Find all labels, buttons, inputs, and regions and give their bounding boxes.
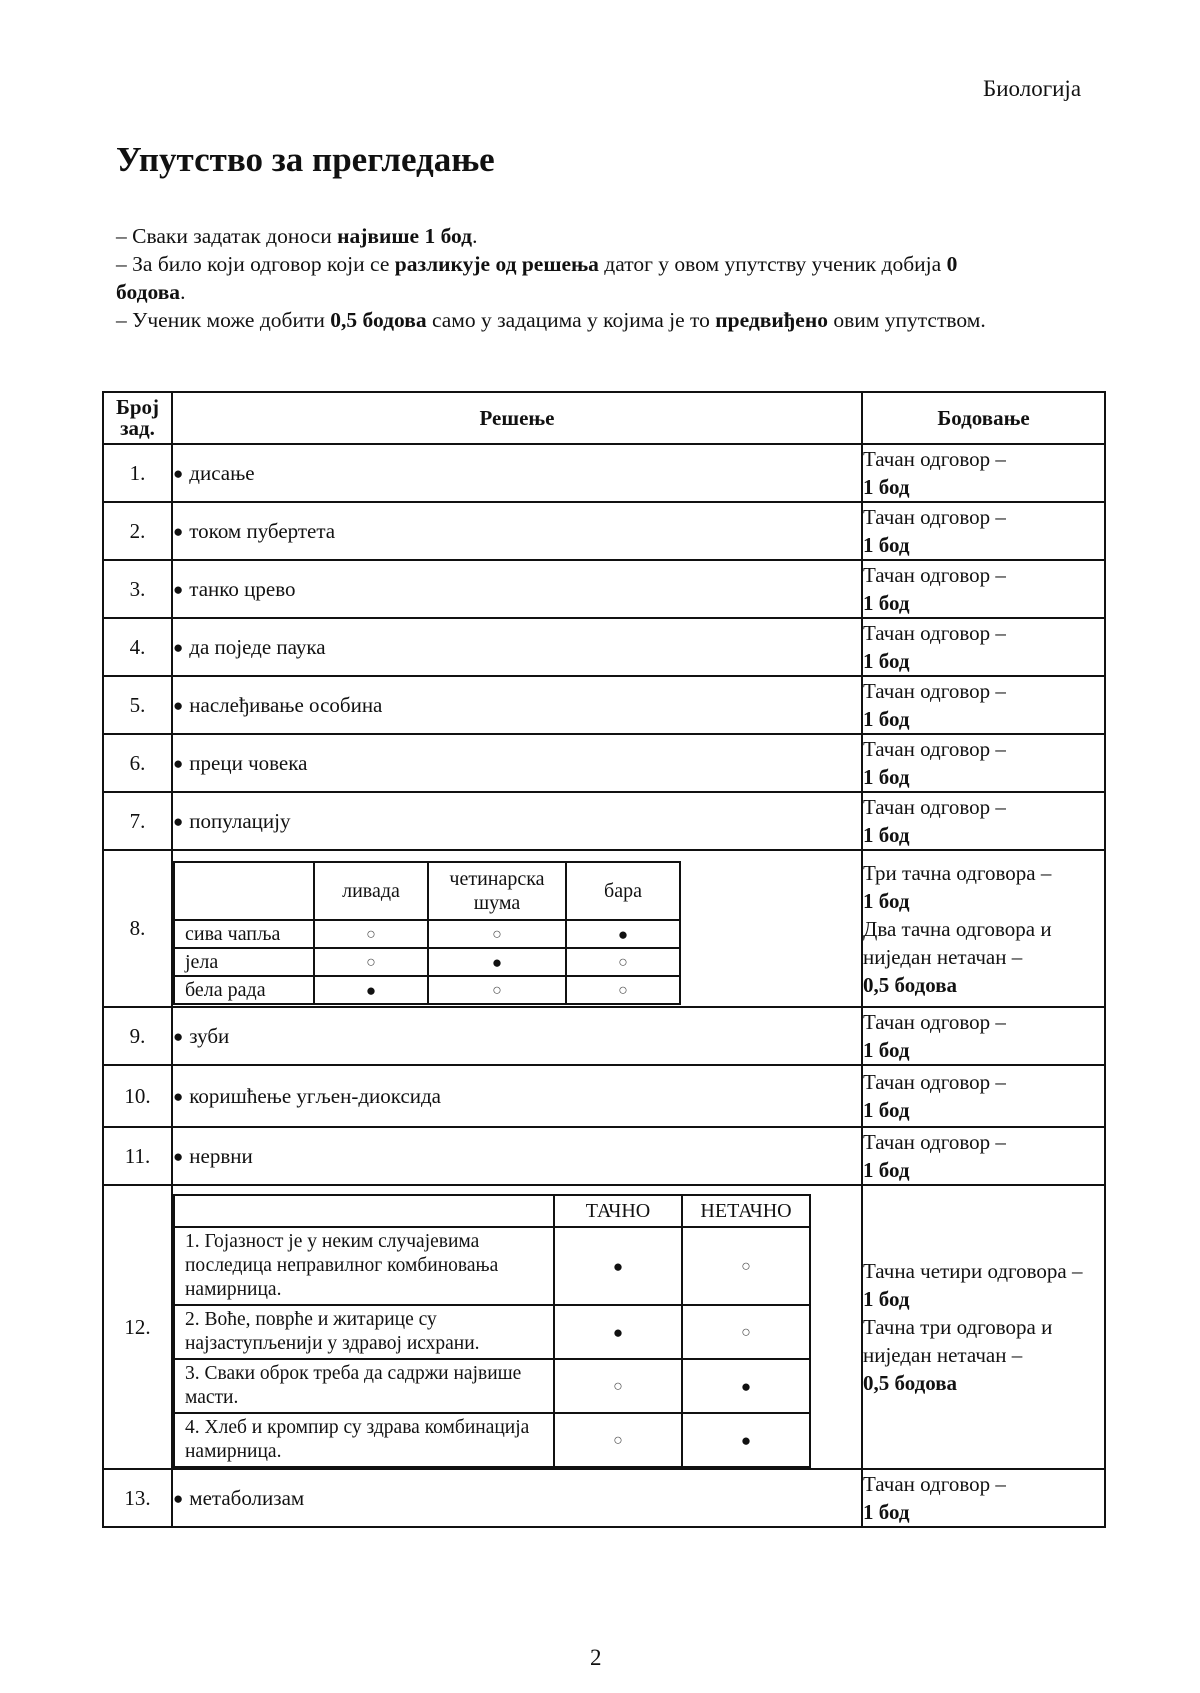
points-value: 1 бод <box>863 649 910 673</box>
table-row <box>103 502 1105 560</box>
scoring-condition: Тачан одговор – <box>863 795 1006 819</box>
header-task-number: Број зад. <box>103 392 172 444</box>
table-row <box>103 1185 1105 1469</box>
scoring-cell <box>862 676 1105 734</box>
rule-emphasis: 0,5 бодова <box>330 308 427 332</box>
task12-answer-grid <box>173 1194 811 1468</box>
solution-cell <box>172 676 862 734</box>
task-number: 13. <box>103 1469 172 1527</box>
bullet-icon: ● <box>173 1086 184 1106</box>
scoring-cell <box>862 1469 1105 1527</box>
grid-mark-cell <box>566 948 680 976</box>
scoring-cell <box>862 444 1105 502</box>
table-row <box>103 850 1105 1007</box>
bullet-icon: ● <box>173 521 184 541</box>
rule-emphasis: предвиђено <box>715 308 828 332</box>
scoring-cell <box>862 1185 1105 1469</box>
solution-text: наслеђивање особина <box>189 692 383 717</box>
empty-circle-icon: ○ <box>613 1378 623 1395</box>
task8-answer-grid <box>173 861 681 1005</box>
grid-mark-cell <box>566 976 680 1004</box>
filled-circle-icon: ● <box>491 952 503 972</box>
task-number: 3. <box>103 560 172 618</box>
table-row <box>103 444 1105 502</box>
grid-mark-cell <box>314 976 428 1004</box>
scoring-cell <box>862 850 1105 1007</box>
scoring-condition: Тачна три одговора и ниједан нетачан – <box>863 1315 1053 1367</box>
points-value: 1 бод <box>863 1287 910 1311</box>
rule-text: . <box>180 280 186 304</box>
scoring-condition: Тачан одговор – <box>863 1472 1006 1496</box>
subject-header: Биологија <box>983 76 1082 101</box>
grid-mark-cell <box>314 920 428 948</box>
points-value: 1 бод <box>863 1500 910 1524</box>
grid-row-label: сива чапља <box>174 920 314 948</box>
table-row <box>103 1469 1105 1527</box>
points-value: 1 бод <box>863 1038 910 1062</box>
task-number: 6. <box>103 734 172 792</box>
scoring-condition: Тачна четири одговора – <box>863 1259 1083 1283</box>
answer-key-table <box>102 391 1106 1528</box>
filled-circle-icon: ● <box>740 1376 752 1396</box>
points-value: 1 бод <box>863 1158 910 1182</box>
grid-mark-cell <box>554 1305 682 1359</box>
grid-row-label: 1. Гојазност је у неким случајевима последица неправилног комбиновања намирница. <box>174 1227 554 1305</box>
header-scoring: Бодовање <box>862 392 1105 444</box>
solution-cell <box>172 618 862 676</box>
solution-text: преци човека <box>189 750 308 775</box>
solution-cell <box>172 734 862 792</box>
table-row <box>103 734 1105 792</box>
scoring-cell <box>862 618 1105 676</box>
grid-mark-cell <box>554 1359 682 1413</box>
empty-circle-icon: ○ <box>366 926 376 943</box>
filled-circle-icon: ● <box>365 980 377 1000</box>
rule-line <box>116 306 1016 334</box>
scoring-condition: Тачан одговор – <box>863 505 1006 529</box>
grid-mark-cell <box>428 948 566 976</box>
scoring-condition: Тачан одговор – <box>863 1130 1006 1154</box>
points-value: 1 бод <box>863 823 910 847</box>
grid-row-label: 3. Сваки оброк треба да садржи највише масти. <box>174 1359 554 1413</box>
scoring-condition: Тачан одговор – <box>863 563 1006 587</box>
rule-emphasis: 0 бодова <box>116 252 958 304</box>
grid-mark-cell <box>682 1227 810 1305</box>
rule-text: . <box>472 224 478 248</box>
page-title: Упутство за прегледање <box>116 140 495 179</box>
task-number: 11. <box>103 1127 172 1185</box>
empty-circle-icon: ○ <box>613 1432 623 1449</box>
task-number: 12. <box>103 1185 172 1469</box>
table-row <box>103 560 1105 618</box>
rule-text: – Сваки задатак доноси <box>116 224 338 248</box>
bullet-icon: ● <box>173 753 184 773</box>
scoring-cell <box>862 502 1105 560</box>
table-row <box>103 618 1105 676</box>
rule-line <box>116 250 1016 306</box>
scoring-condition: Тачан одговор – <box>863 621 1006 645</box>
solution-cell <box>172 1469 862 1527</box>
scoring-condition: Три тачна одговора – <box>863 860 1052 885</box>
grid-mark-cell <box>554 1413 682 1467</box>
points-value: 0,5 бодова <box>863 972 958 997</box>
grading-rules <box>116 222 1016 334</box>
scoring-cell <box>862 792 1105 850</box>
points-value: 1 бод <box>863 765 910 789</box>
empty-circle-icon: ○ <box>366 954 376 971</box>
empty-circle-icon: ○ <box>741 1258 751 1275</box>
table-row <box>103 792 1105 850</box>
grid-column-header: ТАЧНО <box>554 1195 682 1227</box>
table-row <box>103 1127 1105 1185</box>
solution-cell <box>172 1127 862 1185</box>
solution-cell <box>172 444 862 502</box>
task-number: 1. <box>103 444 172 502</box>
grid-column-header: бара <box>566 862 680 920</box>
points-value: 1 бод <box>863 888 910 913</box>
solution-text: да поједе паука <box>189 634 326 659</box>
scoring-cell <box>862 1065 1105 1127</box>
grid-mark-cell <box>428 976 566 1004</box>
filled-circle-icon: ● <box>617 924 629 944</box>
solution-cell <box>172 502 862 560</box>
task-number: 5. <box>103 676 172 734</box>
grid-row-label: јела <box>174 948 314 976</box>
grid-column-header: ливада <box>314 862 428 920</box>
solution-text: зуби <box>189 1023 230 1048</box>
rule-emphasis: разликује од решења <box>394 252 599 276</box>
empty-circle-icon: ○ <box>618 954 628 971</box>
bullet-icon: ● <box>173 579 184 599</box>
scoring-condition: Тачан одговор – <box>863 737 1006 761</box>
grid-column-header: НЕТАЧНО <box>682 1195 810 1227</box>
bullet-icon: ● <box>173 637 184 657</box>
grid-mark-cell <box>682 1359 810 1413</box>
scoring-condition: Тачан одговор – <box>863 1010 1006 1034</box>
solution-cell <box>172 850 862 1007</box>
points-value: 0,5 бодова <box>863 1371 958 1395</box>
scoring-cell <box>862 1127 1105 1185</box>
rule-emphasis: највише 1 бод <box>337 224 473 248</box>
task-number: 2. <box>103 502 172 560</box>
bullet-icon: ● <box>173 811 184 831</box>
scoring-cell <box>862 734 1105 792</box>
scoring-cell <box>862 560 1105 618</box>
points-value: 1 бод <box>863 591 910 615</box>
solution-cell <box>172 560 862 618</box>
bullet-icon: ● <box>173 463 184 483</box>
filled-circle-icon: ● <box>612 1256 624 1276</box>
grid-mark-cell <box>554 1227 682 1305</box>
solution-text: метаболизам <box>189 1485 305 1510</box>
filled-circle-icon: ● <box>612 1322 624 1342</box>
scoring-condition: Тачан одговор – <box>863 1070 1006 1094</box>
grid-corner-cell <box>174 862 314 920</box>
solution-text: танко црево <box>189 576 296 601</box>
task-number: 4. <box>103 618 172 676</box>
scoring-cell <box>862 1007 1105 1065</box>
points-value: 1 бод <box>863 533 910 557</box>
task-number: 10. <box>103 1065 172 1127</box>
solution-text: нервни <box>189 1143 253 1168</box>
grid-row-label: бела рада <box>174 976 314 1004</box>
solution-text: дисање <box>189 460 255 485</box>
empty-circle-icon: ○ <box>492 982 502 999</box>
grid-mark-cell <box>682 1413 810 1467</box>
rule-text: само у задацима у којима је то <box>426 308 716 332</box>
solution-text: популацију <box>189 808 291 833</box>
table-row <box>103 1007 1105 1065</box>
table-row <box>103 676 1105 734</box>
bullet-icon: ● <box>173 1488 184 1508</box>
solution-cell <box>172 792 862 850</box>
solution-cell <box>172 1185 862 1469</box>
rule-text: датог у овом упутству ученик добија <box>598 252 947 276</box>
solution-text: коришћење угљен-диоксида <box>189 1083 442 1108</box>
task-number: 7. <box>103 792 172 850</box>
grid-row-label: 2. Воће, поврће и житарице су најзаступљенији у здравој исхрани. <box>174 1305 554 1359</box>
grid-row-label: 4. Хлеб и кромпир су здрава комбинација намирница. <box>174 1413 554 1467</box>
bullet-icon: ● <box>173 695 184 715</box>
grid-mark-cell <box>428 920 566 948</box>
points-value: 1 бод <box>863 707 910 731</box>
rule-line <box>116 222 1016 250</box>
table-row <box>103 1065 1105 1127</box>
solution-text: током пубертета <box>189 518 336 543</box>
scoring-condition: Тачан одговор – <box>863 447 1006 471</box>
bullet-icon: ● <box>173 1026 184 1046</box>
rule-text: – Ученик може добити <box>116 308 331 332</box>
rule-text: овим упутством. <box>828 308 986 332</box>
task-number: 9. <box>103 1007 172 1065</box>
points-value: 1 бод <box>863 475 910 499</box>
scoring-condition: Тачан одговор – <box>863 679 1006 703</box>
bullet-icon: ● <box>173 1146 184 1166</box>
task-number: 8. <box>103 850 172 1007</box>
rule-text: – За било који одговор који се <box>116 252 395 276</box>
grid-mark-cell <box>314 948 428 976</box>
grid-mark-cell <box>566 920 680 948</box>
page-number: 2 <box>590 1645 602 1670</box>
filled-circle-icon: ● <box>740 1430 752 1450</box>
header-solution: Решење <box>172 392 862 444</box>
scoring-condition: Два тачна одговора и ниједан нетачан – <box>863 916 1052 969</box>
empty-circle-icon: ○ <box>618 982 628 999</box>
grid-corner-cell <box>174 1195 554 1227</box>
grid-mark-cell <box>682 1305 810 1359</box>
points-value: 1 бод <box>863 1098 910 1122</box>
solution-cell <box>172 1007 862 1065</box>
empty-circle-icon: ○ <box>741 1324 751 1341</box>
grid-column-header: четинарска шума <box>428 862 566 920</box>
solution-cell <box>172 1065 862 1127</box>
empty-circle-icon: ○ <box>492 926 502 943</box>
